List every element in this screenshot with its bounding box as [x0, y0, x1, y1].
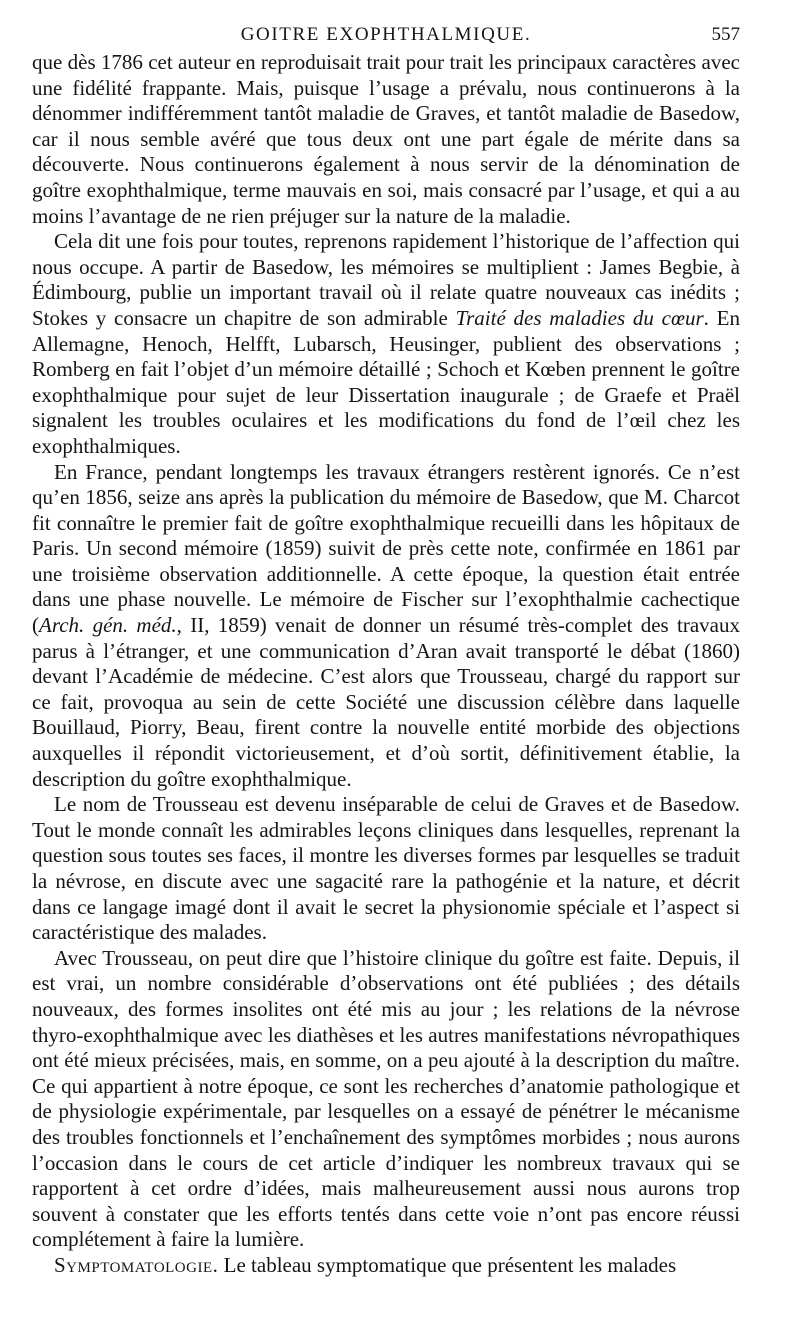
- text-segment: Cela dit une fois pour toutes, reprenons rapidement l’historique de l’affection qui nous occupe. A partir de Basedow, les mémoires se multiplient : James Begbie, à Édimbourg, publie un important travail où il relate quatre nouveaux cas inédits ; Stokes y consacre un chapitre de son admirable: [32, 229, 740, 330]
- text-segment: En France, pendant longtemps les travaux étrangers restèrent ignorés. Ce n’est qu’en 1856, seize ans après la publication du mémoire de Basedow, que M. Charcot fit connaître le premier fait de goître exophthalmique recueilli dans les hôpitaux de Paris. Un second mémoire (1859) suivit de près cette note, confirmée en 1861 par une troisième observation additionnelle. A cette époque, la question était entrée dans une phase nouvelle. Le mémoire de Fischer sur l’exophthalmie cachectique (: [32, 459, 740, 638]
- section-heading: Symptomatologie.: [54, 1252, 219, 1277]
- paragraph-1: [32, 50, 740, 229]
- text-segment: que dès 1786 cet auteur en reproduisait trait pour trait les principaux caractères avec une fidélité frappante. Mais, puisque l’usage a prévalu, nous continuerons à la dénommer indifféremment tantôt maladie de Graves, et tantôt maladie de Basedow, car il nous semble avéré que tous deux ont une part égale de mérite dans sa découverte. Nous continuerons également à nous servir de la dénomination de goître exophthalmique, terme mauvais en soi, mais consacré par l’usage, et qui a au moins l’avantage de ne rien préjuger sur la nature de la maladie.: [32, 50, 740, 228]
- paragraph-6: [32, 1253, 740, 1279]
- running-title: GOITRE EXOPHTHALMIQUE.: [240, 24, 532, 45]
- paragraph-3: [32, 460, 740, 793]
- text-segment: . En Allemagne, Henoch, Helfft, Lubarsch, Heusinger, publient des observations ; Romberg en fait l’objet d’un mémoire détaillé ; Schoch et Kœben prennent le goître exophthalmique pour sujet de leur Dissertation inaugurale ; de Graefe et Praël signalent les troubles oculaires et les modifications du fond de l’œil chez les exophthalmiques.: [32, 305, 740, 458]
- paragraph-2: [32, 229, 740, 459]
- book-title-italic: Traité des maladies du cœur: [455, 305, 704, 330]
- book-page: [32, 24, 740, 1279]
- page-number: 557: [711, 24, 740, 45]
- text-segment: , II, 1859) venait de donner un résumé très-complet des travaux parus à l’étranger, et une communication d’Aran avait transporté le débat (1860) devant l’Académie de médecine. C’est alors que Trousseau, chargé du rapport sur ce fait, provoqua au sein de cette Société une discussion célèbre dans laquelle Bouillaud, Piorry, Beau, firent contre la nouvelle entité morbide des objections auxquelles il répondit victorieusement, et d’où sortit, définitivement établie, la description du goître exophthalmique.: [32, 613, 740, 791]
- paragraph-5: [32, 946, 740, 1253]
- journal-citation-italic: Arch. gén. méd.: [39, 613, 177, 638]
- text-segment: Le tableau symptomatique que présentent les malades: [218, 1252, 677, 1277]
- text-segment: Avec Trousseau, on peut dire que l’histoire clinique du goître est faite. Depuis, il est vrai, un nombre considérable d’observations ont été publiées ; des détails nouveaux, des formes insolites ont été mis au jour ; les relations de la névrose thyro-exophthalmique avec les diathèses et les autres manifestations névropathiques ont été mieux précisées, mais, en somme, on a peu ajouté à la description du maître. Ce qui appartient à notre époque, ce sont les recherches d’anatomie pathologique et de physiologie expérimentale, par lesquelles on a essayé de pénétrer le mécanisme des troubles fonctionnels et l’enchaînement des symptômes morbides ; nous aurons l’occasion dans le cours de cet article d’indiquer les nombreux travaux qui se rapportent à cet ordre d’idées, mais malheureusement aussi nous aurons trop souvent à constater que les efforts tentés dans cette voie n’ont pas encore réussi complétement à faire la lumière.: [32, 945, 740, 1252]
- text-segment: Le nom de Trousseau est devenu inséparable de celui de Graves et de Basedow. Tout le monde connaît les admirables leçons cliniques dans lesquelles, reprenant la question sous toutes ses faces, il montre les diverses formes par lesquelles se traduit la névrose, en discute avec une sagacité rare la pathogénie et la nature, et décrit dans ce langage imagé dont il avait le secret la physionomie spéciale et l’aspect si caractéristique des malades.: [32, 792, 740, 945]
- body-text: [32, 50, 740, 1279]
- running-header: [32, 24, 740, 50]
- paragraph-4: [32, 792, 740, 946]
